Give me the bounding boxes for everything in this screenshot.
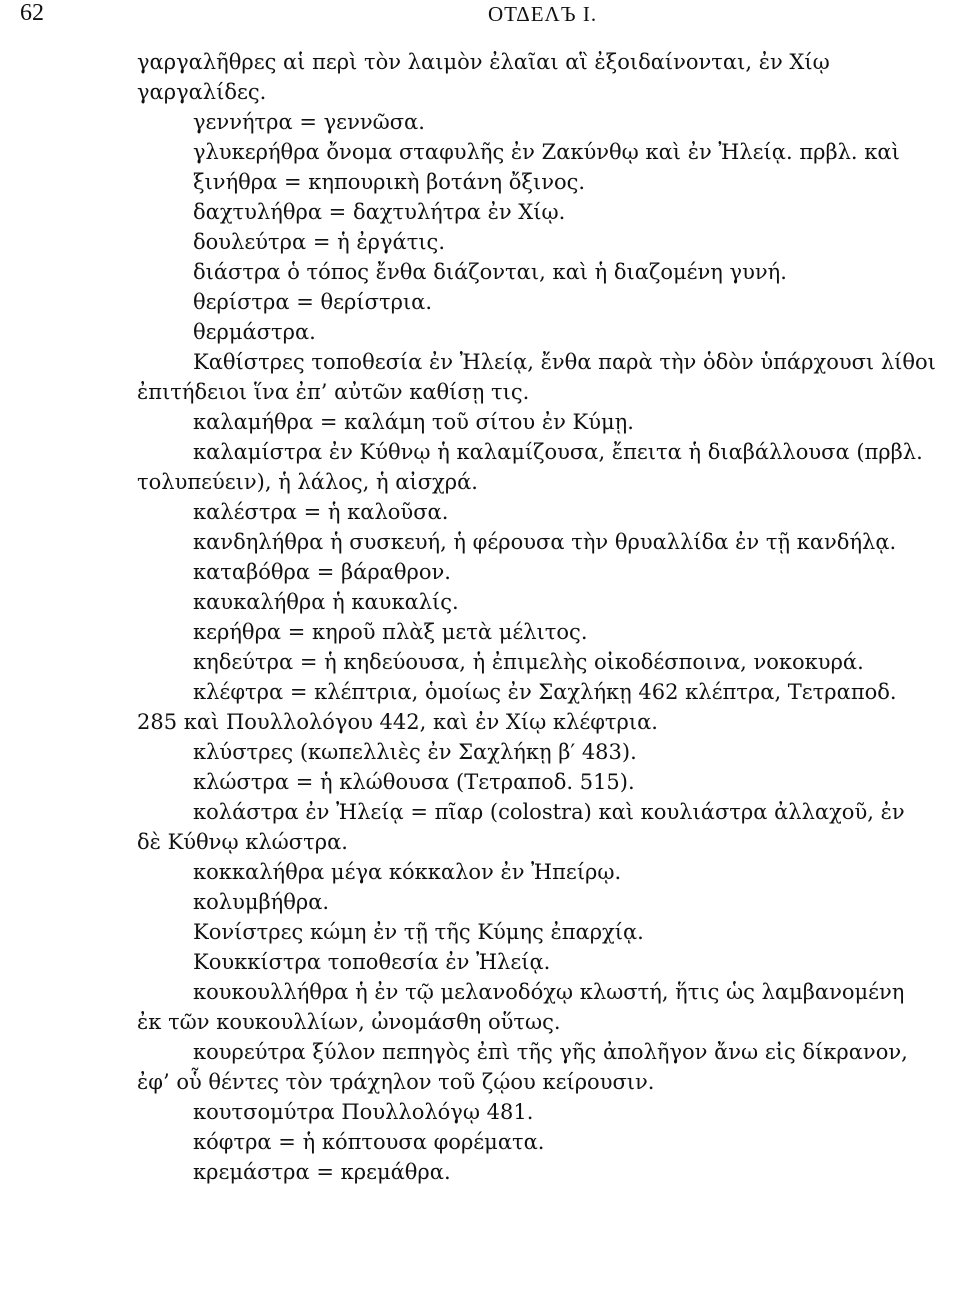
text-line: θερίστρα = θερίστρια. xyxy=(193,290,433,314)
text-line: γαργαλίδες. xyxy=(137,80,267,104)
text-line: κολυμβήθρα. xyxy=(193,890,330,914)
text-line: κόφτρα = ἡ κόπτουσα φορέματα. xyxy=(193,1130,545,1154)
text-line: διάστρα ὁ τόπος ἔνθα διάζονται, καὶ ἡ διαζομένη γυνή. xyxy=(193,260,787,284)
text-line: κλώστρα = ἡ κλώθουσα (Τετραποδ. 515). xyxy=(193,770,635,794)
text-line: κανδηλήθρα ἡ συσκευή, ἡ φέρουσα τὴν θρυαλλίδα ἐν τῇ κανδήλᾳ. xyxy=(193,530,897,554)
text-line: κουρεύτρα ξύλον πεπηγὸς ἐπὶ τῆς γῆς ἀπολῆγον ἄνω εἰς δίκρανον, xyxy=(193,1040,908,1064)
page-number: 62 xyxy=(20,0,44,26)
text-line: καλαμίστρα ἐν Κύθνῳ ἡ καλαμίζουσα, ἔπειτα ἡ διαβάλλουσα (πρβλ. xyxy=(193,440,923,464)
text-line: κουτσομύτρα Πουλλολόγῳ 481. xyxy=(193,1100,534,1124)
text-line: Κουκκίστρα τοποθεσία ἐν Ἠλείᾳ. xyxy=(193,950,551,974)
text-line: κουκουλλήθρα ἡ ἐν τῷ μελανοδόχῳ κλωστή, ἥτις ὡς λαμβανομένη xyxy=(193,980,905,1004)
text-line: δαχτυλήθρα = δαχτυλήτρα ἐν Χίῳ. xyxy=(193,200,566,224)
text-line: τολυπεύειν), ἡ λάλος, ἡ αἰσχρά. xyxy=(137,470,478,494)
text-line: γαργαλῆθρες αἱ περὶ τὸν λαιμὸν ἐλαῖαι αἳ ἐξοιδαίνονται, ἐν Χίῳ xyxy=(137,50,830,74)
text-line: γεννήτρα = γεννῶσα. xyxy=(193,110,425,134)
text-line: καλέστρα = ἡ καλοῦσα. xyxy=(193,500,449,524)
text-line: ἐπιτήδειοι ἵνα ἐπ’ αὐτῶν καθίσῃ τις. xyxy=(137,380,530,404)
text-line: γλυκερήθρα ὄνομα σταφυλῆς ἐν Ζακύνθῳ καὶ ἐν Ἠλείᾳ. πρβλ. καὶ xyxy=(193,140,900,164)
text-line: κερήθρα = κηροῦ πλὰξ μετὰ μέλιτος. xyxy=(193,620,588,644)
text-line: ἐκ τῶν κουκουλλίων, ὠνομάσθη οὕτως. xyxy=(137,1010,561,1034)
text-line: θερμάστρα. xyxy=(193,320,316,344)
page-header xyxy=(0,0,960,40)
text-line: 285 καὶ Πουλλολόγου 442, καὶ ἐν Χίῳ κλέφτρια. xyxy=(137,710,658,734)
text-line: κολάστρα ἐν Ἠλείᾳ = πῖαρ (colostra) καὶ κουλιάστρα ἀλλαχοῦ, ἐν xyxy=(193,800,905,824)
text-line: καταβόθρα = βάραθρον. xyxy=(193,560,451,584)
text-line: καυκαλήθρα ἡ καυκαλίς. xyxy=(193,590,459,614)
text-line: κρεμάστρα = κρεμάθρα. xyxy=(193,1160,451,1184)
text-line: κοκκαλήθρα μέγα κόκκαλον ἐν Ἠπείρῳ. xyxy=(193,860,622,884)
text-line: κλύστρες (κωπελλιὲς ἐν Σαχλήκῃ β′ 483). xyxy=(193,740,637,764)
text-line: ἐφ’ οὗ θέντες τὸν τράχηλον τοῦ ζῴου κείρουσιν. xyxy=(137,1070,655,1094)
text-line: Καθίστρες τοποθεσία ἐν Ἠλείᾳ, ἔνθα παρὰ τὴν ὁδὸν ὑπάρχουσι λίθοι xyxy=(193,350,936,374)
text-line: κηδεύτρα = ἡ κηδεύουσα, ἡ ἐπιμελὴς οἰκοδέσποινα, νοκοκυρά. xyxy=(193,650,864,674)
running-head: ΟΤΔΕΛЪ I. xyxy=(488,2,598,26)
text-line: κλέφτρα = κλέπτρια, ὁμοίως ἐν Σαχλήκῃ 462 κλέπτρα, Τετραποδ. xyxy=(193,680,897,704)
text-line: δουλεύτρα = ἡ ἐργάτις. xyxy=(193,230,445,254)
text-line: δὲ Κύθνῳ κλώστρα. xyxy=(137,830,348,854)
text-line: Κονίστρες κώμη ἐν τῇ τῆς Κύμης ἐπαρχίᾳ. xyxy=(193,920,644,944)
text-line: ξινήθρα = κηπουρικὴ βοτάνη ὄξινος. xyxy=(193,170,586,194)
text-line: καλαμήθρα = καλάμη τοῦ σίτου ἐν Κύμῃ. xyxy=(193,410,634,434)
